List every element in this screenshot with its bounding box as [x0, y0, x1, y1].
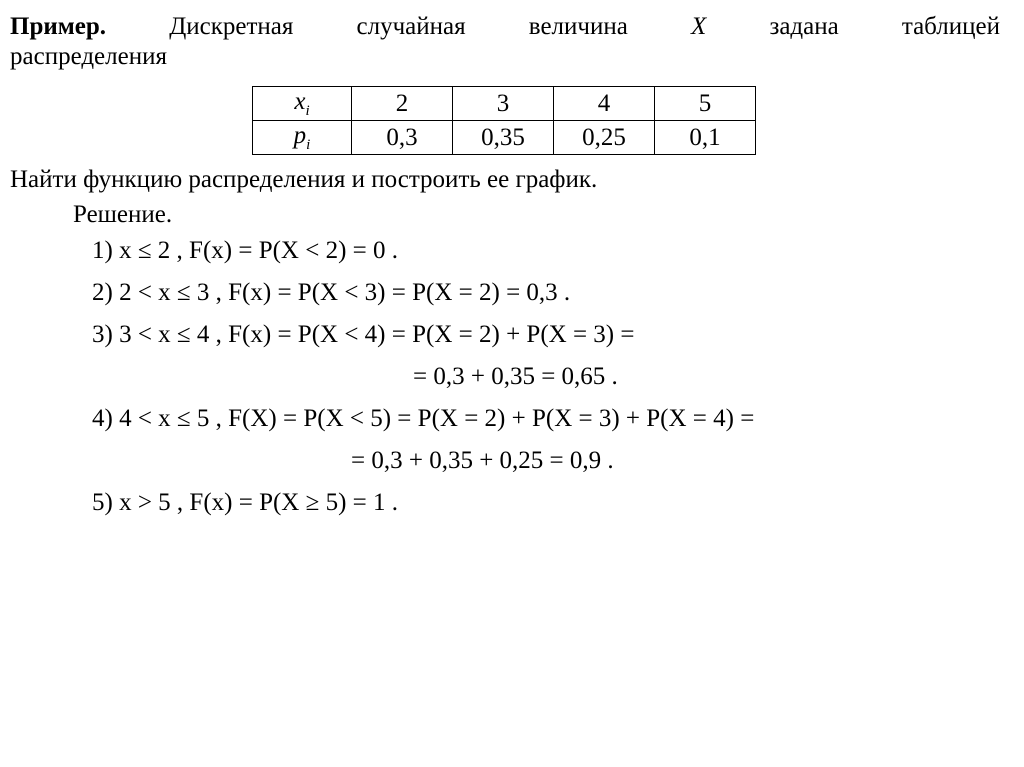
- intro-word: величина: [528, 13, 628, 40]
- solution-step-1: 1) x ≤ 2 , F(x) = P(X < 2) = 0 .: [92, 237, 399, 264]
- row-header-x: $x_i$: [253, 87, 352, 121]
- table-cell: 5: [655, 87, 756, 121]
- table-cell: 0,1: [655, 121, 756, 155]
- task-statement: Найти функцию распределения и построить ее график.: [10, 166, 598, 193]
- example-label: Пример.: [10, 13, 107, 40]
- solution-step-3: 3) 3 < x ≤ 4 , F(x) = P(X < 4) = P(X = 2) + P(X = 3) =: [92, 321, 635, 348]
- table-cell: 3: [453, 87, 554, 121]
- table-row-x: [253, 87, 756, 121]
- intro-word: случайная: [356, 13, 466, 40]
- table-row-p: [253, 121, 756, 155]
- solution-step-4: 4) 4 < x ≤ 5 , F(X) = P(X < 5) = P(X = 2) + P(X = 3) + P(X = 4) =: [92, 405, 755, 432]
- solution-step-4-cont: = 0,3 + 0,35 + 0,25 = 0,9 .: [351, 447, 614, 474]
- intro-line-2: распределения: [10, 43, 167, 70]
- intro-variable: X: [691, 13, 707, 40]
- intro-word: таблицей: [901, 13, 1000, 40]
- row-header-p: $p_i$: [253, 121, 352, 155]
- table-cell: 4: [554, 87, 655, 121]
- table-cell: 0,3: [352, 121, 453, 155]
- intro-word: задана: [769, 13, 839, 40]
- table-cell: 0,25: [554, 121, 655, 155]
- distribution-table: [252, 86, 756, 155]
- solution-step-3-cont: = 0,3 + 0,35 = 0,65 .: [413, 363, 618, 390]
- solution-step-5: 5) x > 5 , F(x) = P(X ≥ 5) = 1 .: [92, 489, 399, 516]
- intro-word: Дискретная: [169, 13, 294, 40]
- intro-line-1: [10, 12, 1000, 42]
- table-cell: 0,35: [453, 121, 554, 155]
- solution-step-2: 2) 2 < x ≤ 3 , F(x) = P(X < 3) = P(X = 2) = 0,3 .: [92, 279, 571, 306]
- table-cell: 2: [352, 87, 453, 121]
- example-intro: [10, 12, 1000, 72]
- solution-title: Решение.: [73, 201, 173, 228]
